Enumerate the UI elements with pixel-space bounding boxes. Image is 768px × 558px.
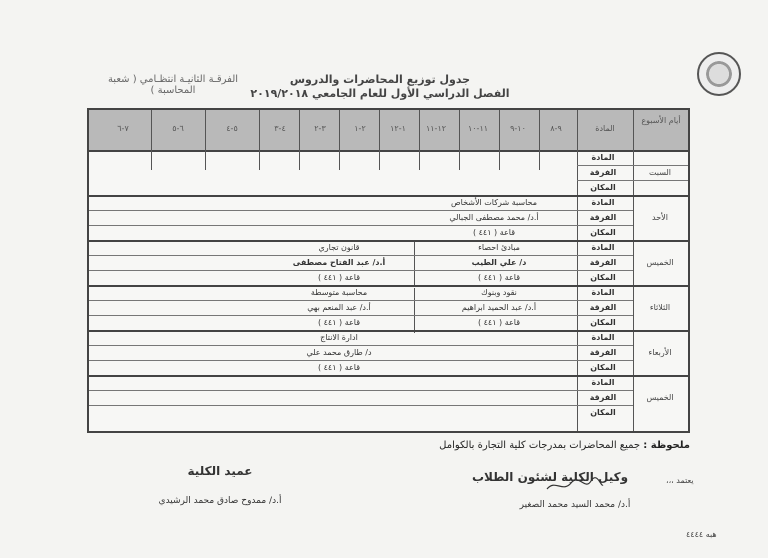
period-header: ١٢-١١ [425,124,447,133]
corner-header: أيام الأسبوع [641,116,681,125]
column-header: المادة [595,124,615,133]
row-divider [89,225,633,226]
row-divider [89,285,688,287]
row-label-group: الفرقة [589,213,617,222]
column-divider [379,110,380,170]
row-divider [89,345,633,346]
column-divider [205,110,206,170]
row-divider [89,405,633,406]
note-label: ملحوظة : [643,440,690,451]
day-label: الأربعاء [648,348,672,357]
dean-name: أ.د/ ممدوح صادق محمد الرشيدي [158,496,282,506]
column-divider [499,110,500,170]
lecture-room: قاعة ( ٤٤١ ) [477,273,521,282]
column-divider [414,240,415,285]
dean-title: عميد الكلية [187,464,253,478]
row-divider [577,180,688,181]
row-label-place: المكان [590,273,616,282]
lecture-lecturer: أ.د/ عبد الفتاح مصطفى [292,258,386,267]
row-divider [89,330,688,332]
approved-label: يعتمد ،،، [666,476,694,485]
column-divider [259,110,260,170]
table-header-row [89,110,688,152]
period-header: ١-١٢ [390,124,406,133]
row-divider [89,360,633,361]
lecture-subject: قانون تجاري [318,243,360,252]
day-label: الخميس [646,258,674,267]
row-label-group: الفرقة [589,168,617,177]
period-header: ٧-٦ [117,124,129,133]
column-divider [539,110,540,170]
lecture-subject: مبادئ احصاء [478,243,520,252]
university-logo-icon [697,52,741,96]
vice-dean-name: أ.د/ محمد السيد محمد الصغير [519,500,631,510]
column-divider [299,110,300,170]
note-text: جميع المحاضرات بمدرجات كلية التجارة بالكوامل [439,440,641,451]
row-label-subject: المادة [591,333,615,342]
lecture-subject: محاسبة شركات الأشخاص [450,198,538,207]
row-label-group: الفرقة [589,303,617,312]
day-label: الثلاثاء [649,303,671,312]
semester-subtitle: الفصل الدراسي الأول للعام الجامعي ٢٠١٩/٢٠١٨ [250,87,510,100]
period-header: ١١-١٠ [467,124,489,133]
lecture-lecturer: أ.د/ عبد المنعم بهي [307,303,371,312]
row-label-subject: المادة [591,243,615,252]
footer-text: هبه ٤٤٤٤ [686,530,717,539]
schedule-table [87,108,690,433]
row-label-place: المكان [590,228,616,237]
row-label-place: المكان [590,318,616,327]
row-label-group: الفرقة [589,258,617,267]
row-divider [89,270,633,271]
column-divider [414,288,415,333]
note [390,440,690,451]
period-header: ٩-٨ [550,124,562,133]
lecture-room: قاعة ( ٤٤١ ) [317,273,361,282]
row-label-subject: المادة [591,378,615,387]
lecture-room: قاعة ( ٤٤١ ) [477,318,521,327]
lecture-room: قاعة ( ٤٤١ ) [317,363,361,372]
row-divider [89,390,633,391]
lecture-lecturer: د/ طارق محمد علي [306,348,372,357]
row-label-subject: المادة [591,288,615,297]
document-title: جدول توزيع المحاضرات والدروس [289,73,471,86]
signature-image [545,475,605,495]
day-label: الخميس [646,393,674,402]
group-label: الفرقـة الثانيـة انتظـامي ( شعبة المحاسبة ) [107,74,239,96]
column-divider [339,110,340,170]
row-divider [89,255,633,256]
column-divider [459,110,460,170]
day-label: الأحد [652,213,668,222]
lecture-lecturer: د/ علي الطيب [471,258,527,267]
lecture-subject: نقود وبنوك [481,288,517,297]
lecture-subject: ادارة الانتاج [320,333,358,342]
row-divider [89,300,633,301]
row-label-place: المكان [590,363,616,372]
row-label-subject: المادة [591,153,615,162]
column-divider [419,110,420,170]
column-divider [633,110,634,431]
period-header: ٢-١ [354,124,366,133]
row-divider [89,240,688,242]
lecture-room: قاعة ( ٤٤١ ) [317,318,361,327]
row-label-subject: المادة [591,198,615,207]
row-label-place: المكان [590,408,616,417]
period-header: ٣-٢ [314,124,326,133]
row-divider [89,315,633,316]
lecture-lecturer: أ.د/ محمد مصطفى الجبالي [449,213,539,222]
lecture-subject: محاسبة متوسطة [310,288,368,297]
row-divider [89,210,633,211]
lecture-lecturer: أ.د/ عبد الحميد ابراهيم [461,303,537,312]
lecture-room: قاعة ( ٤٤١ ) [472,228,516,237]
row-label-place: المكان [590,183,616,192]
row-label-group: الفرقة [589,348,617,357]
period-header: ٥-٤ [226,124,238,133]
row-label-group: الفرقة [589,393,617,402]
row-divider [89,195,688,197]
day-label: السبت [648,168,672,177]
period-header: ١٠-٩ [510,124,526,133]
column-divider [151,110,152,170]
row-divider [577,165,688,166]
vice-dean-title: وكيل الكلية لشئون الطلاب [471,470,629,484]
period-header: ٦-٥ [172,124,184,133]
row-divider [89,375,688,377]
period-header: ٤-٣ [274,124,286,133]
